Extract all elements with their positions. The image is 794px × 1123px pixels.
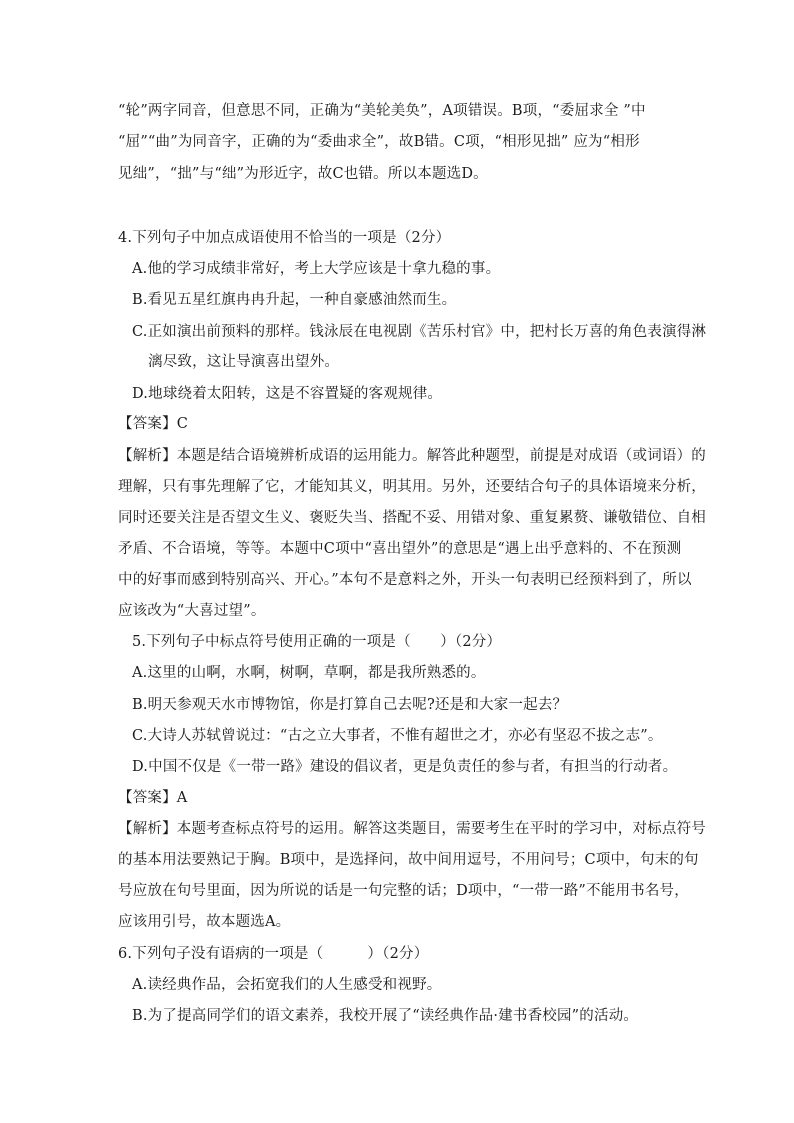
question-5-analysis: 【解析】本题考查标点符号的运用。解答这类题目，需要考生在平时的学习中，对标点符号 xyxy=(118,821,706,837)
paragraph-line: 矛盾、不合语境，等等。本题中C项中“喜出望外”的意思是“遇上出乎意料的、不在预测 xyxy=(118,541,682,557)
paragraph-line: 同时还要关注是否望文生义、褒贬失当、搭配不妥、用错对象、重复累赘、谦敬错位、自相 xyxy=(118,510,706,526)
paragraph-line: 中的好事而感到特别高兴、开心。”本句不是意料之外，开头一句表明已经预料到了，所以 xyxy=(118,572,692,588)
paragraph-line: “轮”两字同音，但意思不同，正确为“美轮美奂”，A项错误。B项，“委屈求全 ”中 xyxy=(118,103,646,119)
question-5-stem: 5.下列句子中标点符号使用正确的一项是（ ）（2分） xyxy=(132,634,502,650)
question-5-option-b: B.明天参观天水市博物馆，你是打算自己去呢?还是和大家一起去？ xyxy=(132,697,568,713)
question-6-option-b: B.为了提高同学们的语文素养，我校开展了“读经典作品·建书香校园”的活动。 xyxy=(132,1008,639,1024)
question-4-option-c: C.正如演出前预料的那样。钱泳辰在电视剧《苦乐村官》中，把村长万喜的角色表演得淋 xyxy=(132,324,707,340)
paragraph-line: “屈”“曲”为同音字，正确的为“委曲求全”，故B错。C项，“相形见拙” 应为“相形 xyxy=(118,134,640,150)
question-5-option-d: D.中国不仅是《一带一路》建设的倡议者，更是负责任的参与者，有担当的行动者。 xyxy=(132,759,678,775)
question-4-option-d: D.地球绕着太阳转，这是不容置疑的客观规律。 xyxy=(132,386,443,402)
question-4-answer: 【答案】C xyxy=(118,416,189,432)
question-6-option-a: A.读经典作品，会拓宽我们的人生感受和视野。 xyxy=(132,977,442,993)
question-5-answer: 【答案】A xyxy=(118,790,188,806)
question-4-option-a: A.他的学习成绩非常好，考上大学应该是十拿九稳的事。 xyxy=(132,261,501,277)
question-5-option-c: C.大诗人苏轼曾说过：“古之立大事者，不惟有超世之才，亦必有坚忍不拔之志”。 xyxy=(132,728,663,744)
paragraph-line: 应该用引号，故本题选A。 xyxy=(118,914,291,930)
question-4-stem: 4.下列句子中加点成语使用不恰当的一项是（2分） xyxy=(118,230,451,246)
paragraph-line: 见绌”，“拙”与“绌”为形近字，故C也错。所以本题选D。 xyxy=(118,166,488,182)
question-6-stem: 6.下列句子没有语病的一项是（ ）（2分） xyxy=(118,946,429,962)
paragraph-line: 的基本用法要熟记于胸。B项中，是选择问，故中间用逗号，不用问号；C项中，句末的句 xyxy=(118,852,699,868)
question-5-option-a: A.这里的山啊，水啊，树啊，草啊，都是我所熟悉的。 xyxy=(132,665,486,681)
paragraph-line: 理解，只有事先理解了它，才能知其义，明其用。另外，还要结合句子的具体语境来分析， xyxy=(118,479,706,495)
paragraph-line: 应该改为“大喜过望”。 xyxy=(118,603,266,619)
question-4-analysis: 【解析】本题是结合语境辨析成语的运用能力。解答此种题型，前提是对成语（或词语）的 xyxy=(118,448,706,464)
question-4-option-b: B.看见五星红旗冉冉升起，一种自豪感油然而生。 xyxy=(132,292,457,308)
question-4-option-c-continued: 漓尽致，这让导演喜出望外。 xyxy=(148,354,340,370)
paragraph-line: 号应放在句号里面，因为所说的话是一句完整的话；D项中，“一带一路”不能用书名号， xyxy=(118,883,689,899)
